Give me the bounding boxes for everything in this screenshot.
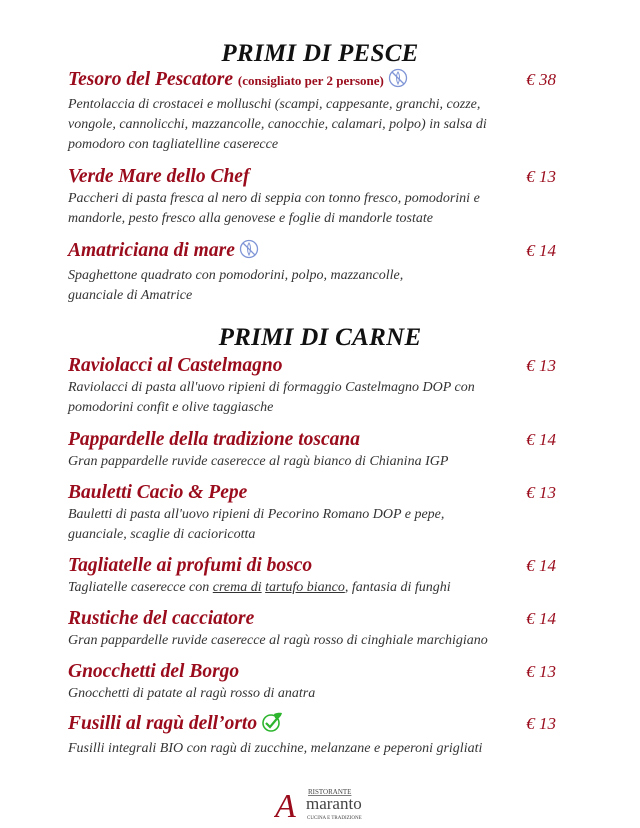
item-price: € 14 — [526, 609, 556, 628]
item-description-line — [68, 209, 568, 229]
menu-item — [68, 712, 568, 759]
description-text: crema di — [212, 580, 262, 595]
item-description-line — [68, 452, 568, 472]
section-heading-pesce: PRIMI DI PESCE — [221, 40, 419, 67]
description-text: Paccheri di pasta fresca al nero di seppia con tonno fresco, pomodorini e — [68, 191, 480, 206]
description-text: tartufo bianco — [265, 580, 345, 595]
menu-item — [68, 68, 568, 155]
item-description-line — [68, 739, 568, 759]
description-text: Fusilli integrali BIO con ragù di zucchine, melanzane e peperoni grigliati — [68, 741, 483, 756]
item-description-line — [68, 525, 568, 545]
item-description-line — [68, 286, 568, 306]
logo-name: maranto — [306, 794, 362, 813]
item-title — [68, 712, 508, 739]
item-description-line — [68, 266, 568, 286]
item-price: € 13 — [526, 167, 556, 186]
item-description-line — [68, 189, 568, 209]
item-description-line — [68, 115, 568, 135]
section-heading-carne: PRIMI DI CARNE — [218, 324, 422, 351]
item-price: € 38 — [526, 70, 556, 89]
menu-item — [68, 239, 568, 306]
item-note: (consigliato per 2 persone) — [237, 73, 384, 88]
description-text: pomodoro con tagliatelline caserecce — [68, 137, 279, 152]
logo-subtitle: CUCINA E TRADIZIONE — [307, 816, 362, 821]
description-text: Tagliatelle caserecce con — [68, 580, 213, 595]
description-text: , fantasia di funghi — [344, 580, 451, 595]
item-name: Tagliatelle ai profumi di bosco — [68, 555, 313, 576]
menu-item — [68, 354, 568, 418]
item-description-line — [68, 135, 568, 155]
item-title — [68, 165, 508, 189]
menu-item — [68, 481, 568, 545]
description-text: Spaghettone quadrato con pomodorini, polpo, mazzancolle, — [68, 268, 404, 283]
item-name: Raviolacci al Castelmagno — [68, 355, 283, 376]
item-description-line — [68, 95, 568, 115]
item-name: Verde Mare dello Chef — [68, 166, 250, 187]
description-text: pomodorini confit e olive taggiasche — [68, 400, 274, 415]
item-title — [68, 354, 508, 378]
description-text: Raviolacci di pasta all'uovo ripieni di formaggio Castelmagno DOP con — [68, 380, 475, 395]
item-description-line — [68, 684, 568, 704]
item-name: Pappardelle della tradizione toscana — [68, 429, 360, 450]
menu-item — [68, 607, 568, 651]
menu-item — [68, 554, 568, 598]
item-price: € 14 — [526, 556, 556, 575]
description-text: guanciale, scaglie di cacioricotta — [68, 527, 256, 542]
item-description-line — [68, 631, 568, 651]
item-name: Amatriciana di mare — [68, 240, 235, 261]
menu-item — [68, 660, 568, 704]
description-text: vongole, cannolicchi, mazzancolle, canocchie, calamari, polpo) in salsa di — [68, 117, 487, 132]
item-name: Bauletti Cacio & Pepe — [68, 482, 248, 503]
logo-top-text: RISTORANTE — [308, 788, 352, 796]
item-name: Gnocchetti del Borgo — [68, 661, 240, 682]
item-title — [68, 607, 508, 631]
description-text: Gran pappardelle ruvide caserecce al ragù rosso di cinghiale marchigiano — [68, 633, 488, 648]
item-name: Fusilli al ragù dell’orto — [68, 713, 258, 734]
description-text: Gnocchetti di patate al ragù rosso di anatra — [68, 686, 316, 701]
description-text: guanciale di Amatrice — [68, 288, 193, 303]
no-gluten-icon — [239, 239, 259, 266]
item-name: Tesoro del Pescatore — [68, 69, 233, 90]
logo-initial: A — [275, 788, 296, 822]
item-price: € 13 — [526, 356, 556, 375]
item-description-line — [68, 378, 568, 398]
menu-item — [68, 165, 568, 229]
description-text: mandorle, pesto fresco alla genovese e foglie di mandorle tostate — [68, 211, 433, 226]
no-gluten-icon — [388, 68, 408, 95]
description-text: Pentolaccia di crostacei e molluschi (scampi, cappesante, granchi, cozze, — [68, 97, 481, 112]
vegan-leaf-icon — [261, 712, 283, 739]
item-description-line — [68, 398, 568, 418]
item-title — [68, 239, 508, 266]
item-price: € 13 — [526, 483, 556, 502]
item-title — [68, 554, 508, 578]
description-text: Bauletti di pasta all'uovo ripieni di Pecorino Romano DOP e pepe, — [68, 507, 445, 522]
item-price: € 14 — [526, 241, 556, 260]
item-title — [68, 68, 508, 95]
item-title — [68, 660, 508, 684]
description-text: Gran pappardelle ruvide caserecce al ragù bianco di Chianina IGP — [68, 454, 449, 469]
item-description-line — [68, 578, 568, 598]
item-price: € 13 — [526, 714, 556, 733]
item-title — [68, 481, 508, 505]
item-name: Rustiche del cacciatore — [68, 608, 255, 629]
item-title — [68, 428, 508, 452]
item-description-line — [68, 505, 568, 525]
menu-item — [68, 428, 568, 472]
item-price: € 13 — [526, 662, 556, 681]
item-price: € 14 — [526, 430, 556, 449]
restaurant-logo — [274, 786, 378, 822]
